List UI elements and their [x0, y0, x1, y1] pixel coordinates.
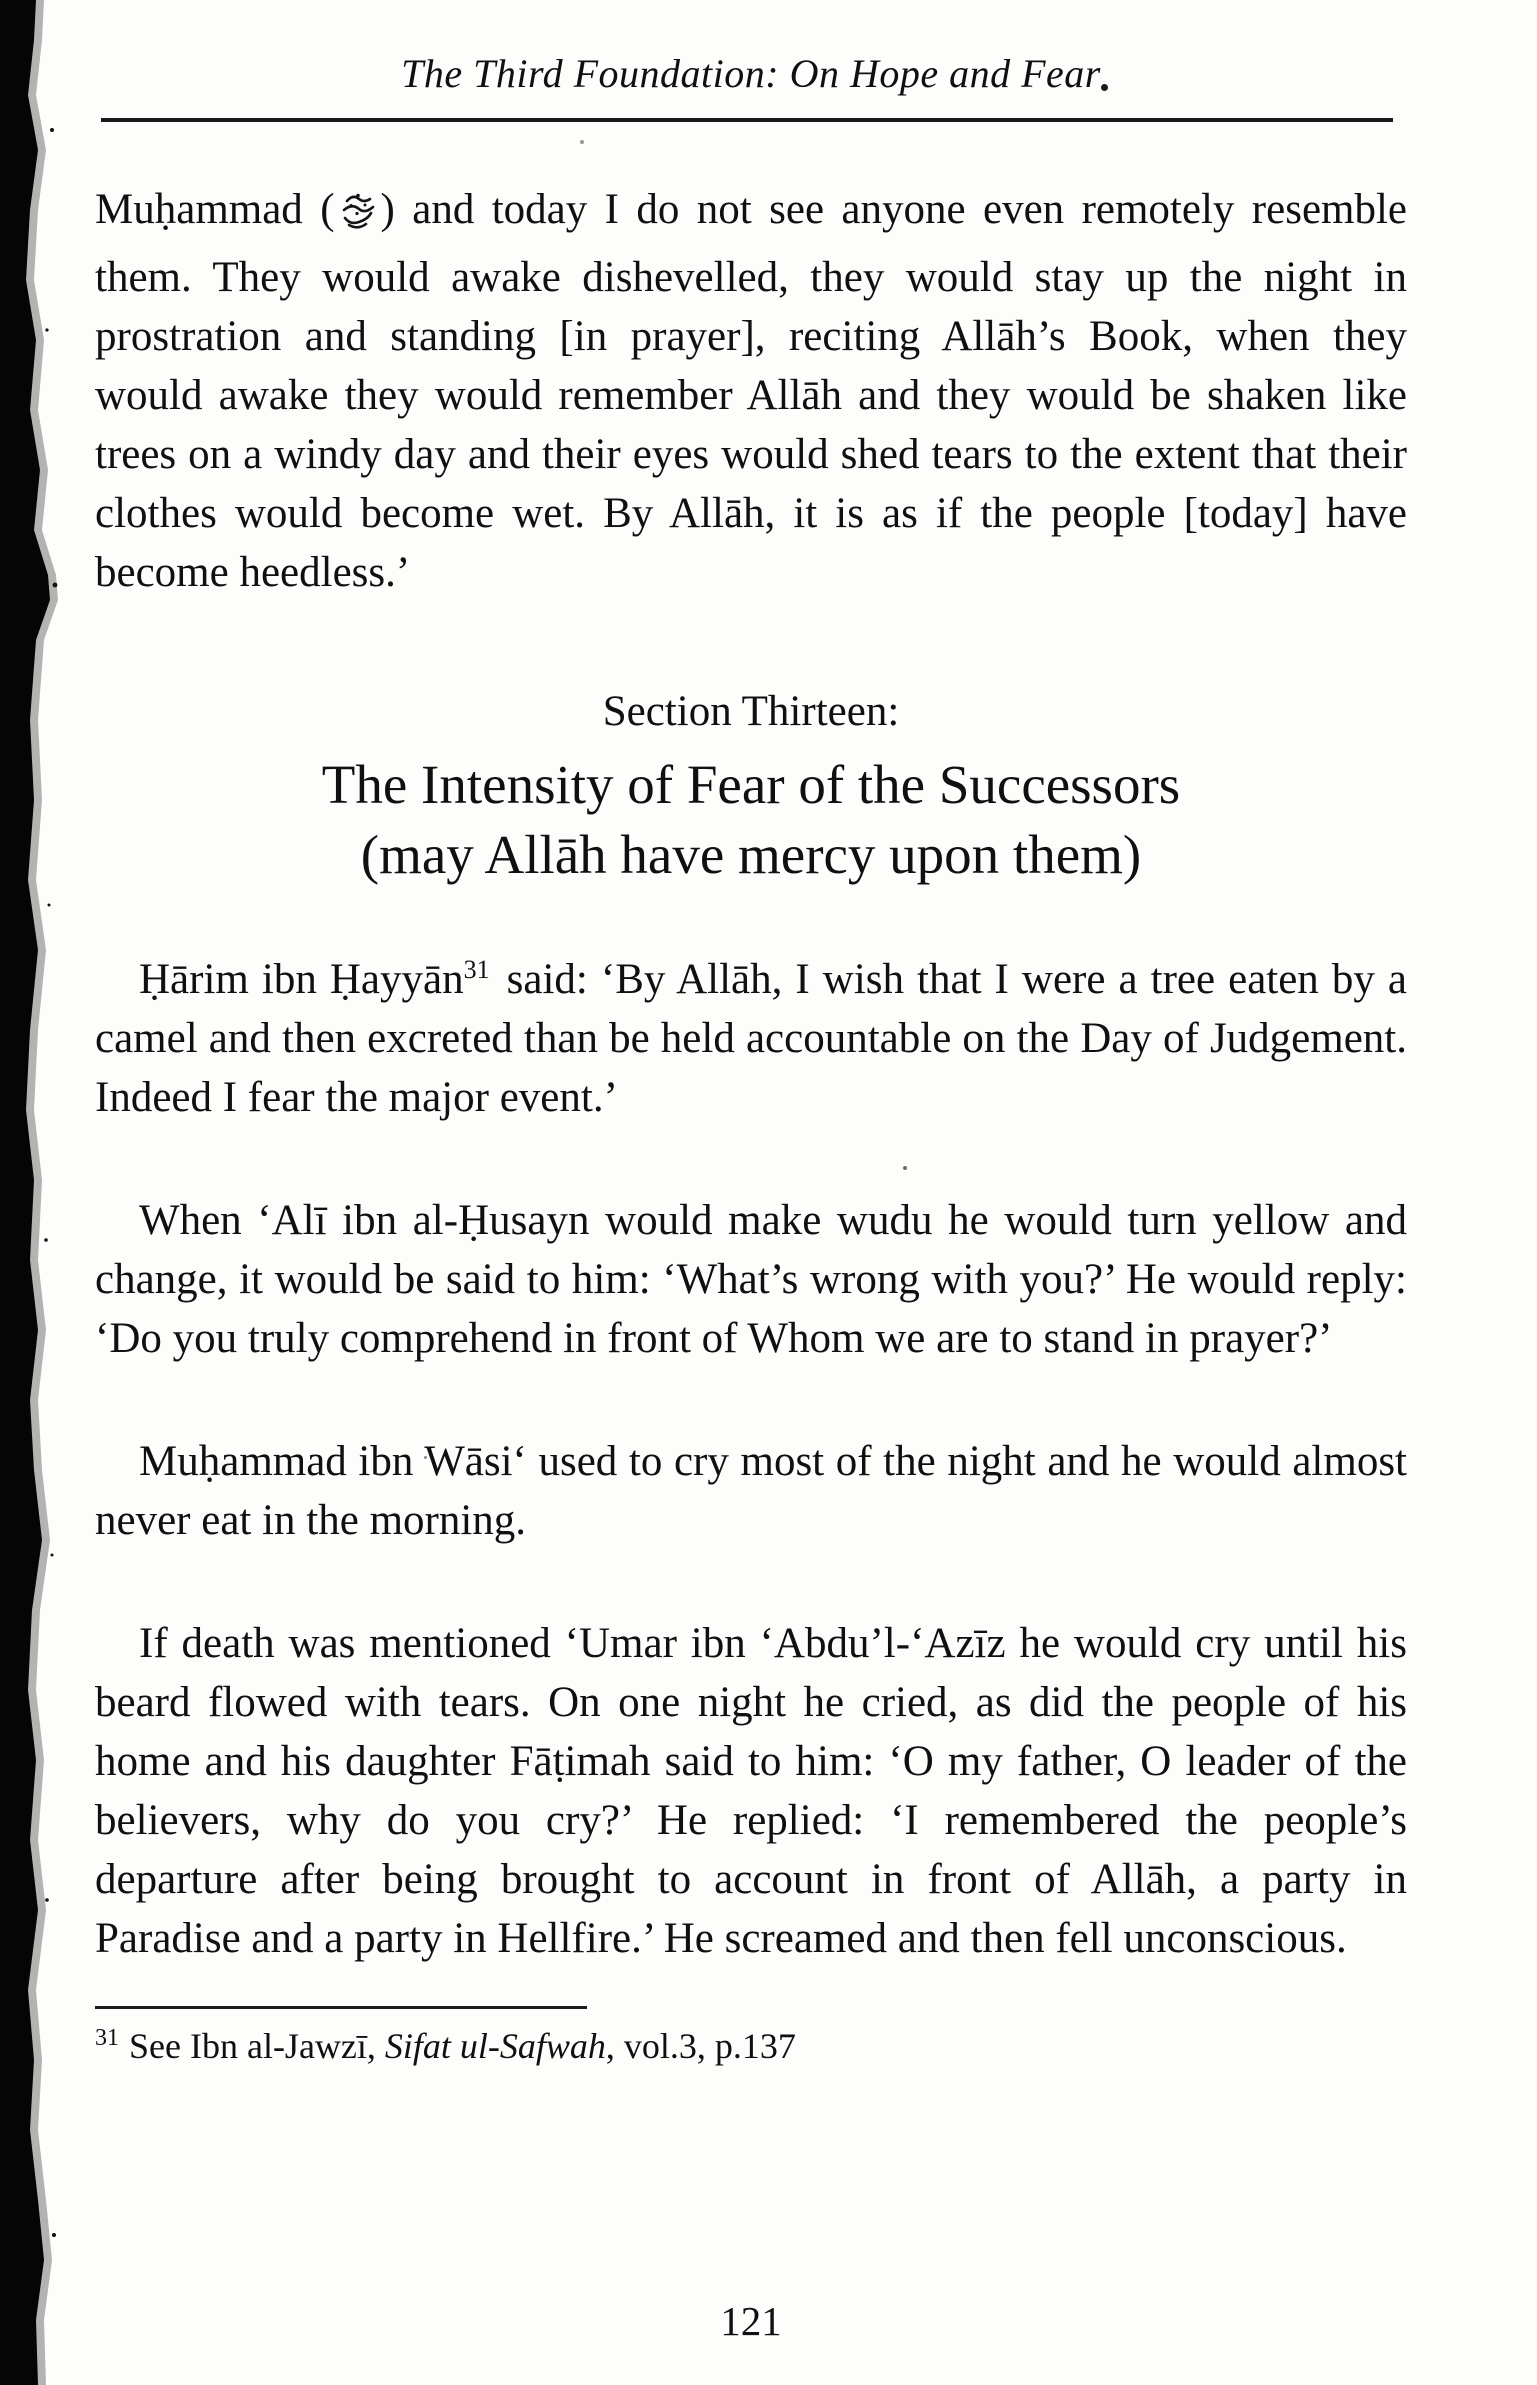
paragraph: When ‘Alī ibn al-Ḥusayn would make wudu he would turn yellow and change, it would be said to him: ‘What’s wrong with you?’ He would reply: ‘Do you truly comprehend in front of Whom we are to stand in prayer?’ [95, 1197, 1407, 1362]
page-number: 121 [720, 2298, 782, 2344]
paragraph: If death was mentioned ‘Umar ibn ‘Abdu’l-‘Azīz he would cry until his beard flowed with tears. On one night he cried, as did the people of his home and his daughter Fāṭimah said to him: ‘O my father, O leader of the believers, why do you cry?’ He replied: ‘I remembered the people’s departure after being brought to account in front of Allāh, a party in Paradise and a party in Hellfire.’ He screamed and then fell unconscious. [95, 1620, 1407, 1962]
paragraph-text: Muḥammad ( [95, 186, 335, 233]
page-content [95, 48, 1407, 2069]
paragraph-text: Ḥārim ibn Ḥayyān [139, 956, 464, 1003]
running-header: The Third Foundation: On Hope and Fear [401, 51, 1101, 96]
footnote-marker: 31 [95, 2025, 119, 2051]
section-title: The Intensity of Fear of the Successors [321, 754, 1181, 815]
paragraph: Muḥammad ibn Wāsi‘ used to cry most of the night and he would almost never eat in the morning. [95, 1438, 1407, 1544]
paragraph-continuation [95, 180, 1407, 602]
footnote-text: , vol.3, p.137 [605, 2026, 796, 2066]
scan-binding-edge [0, 0, 70, 2385]
paragraph-text: said: ‘By Allāh, I wish that I were a tree eaten by a camel and then excreted than be held accountable on the Day of Judgement. Indeed I fear the major event.’ [95, 956, 1407, 1121]
header-rule [101, 118, 1393, 122]
footnote-reference: 31 [463, 954, 490, 984]
section-heading [95, 686, 1407, 886]
sallallahu-alayhi-wa-sallam-icon [337, 189, 379, 248]
section-label: Section Thirteen: [602, 688, 900, 735]
footnote-rule [95, 2006, 587, 2009]
section-subtitle: (may Allāh have mercy upon them) [360, 824, 1142, 885]
footnote [95, 2023, 1407, 2069]
footnote-book-title: Sifat ul-Safwah [384, 2026, 606, 2066]
paragraph [95, 950, 1407, 1127]
footnote-text: See Ibn al-Jawzī, [129, 2026, 385, 2066]
paragraph-text: ) and today I do not see anyone even remotely resemble them. They would awake dishevelled, they would stay up the night in prostration and standing [in prayer], reciting Allāh’s Book, when they would awake they would remember Allāh and they would be shaken like trees on a windy day and their eyes would shed tears to the extent that their clothes would become wet. By Allāh, it is as if the people [today] have become heedless.’ [95, 186, 1408, 596]
